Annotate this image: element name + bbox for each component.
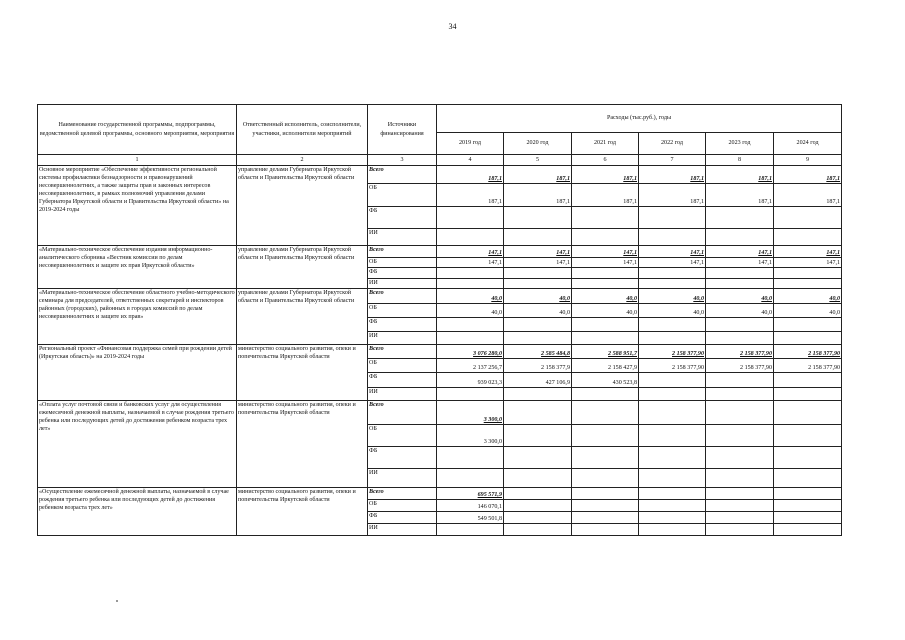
funding-source-label: ОБ: [368, 500, 437, 512]
expense-value: 187,1: [706, 166, 774, 184]
expense-value: [572, 388, 639, 401]
header-year: 2019 год: [437, 133, 504, 155]
funding-source-label: ФБ: [368, 268, 437, 279]
expense-value: [437, 318, 504, 332]
expense-value: 695 571,9: [437, 488, 504, 500]
expense-value: 2 585 484,8: [504, 345, 572, 359]
table-row: [38, 246, 842, 258]
expense-value: 40,0: [774, 289, 842, 304]
funding-source-label: ОБ: [368, 304, 437, 318]
column-number: 1: [38, 155, 237, 166]
expense-value: [774, 425, 842, 447]
expense-value: [504, 469, 572, 488]
expense-value: [639, 447, 706, 469]
executor-name: управление делами Губернатора Иркутской области и Правительства Иркутской области: [237, 246, 368, 289]
header-year: 2022 год: [639, 133, 706, 155]
expense-value: 2 158 377,90: [706, 345, 774, 359]
expense-value: 40,0: [639, 304, 706, 318]
expense-value: 3 076 280,0: [437, 345, 504, 359]
expense-value: 187,1: [706, 184, 774, 207]
expense-value: [774, 279, 842, 289]
column-number: 6: [572, 155, 639, 166]
expense-value: [706, 388, 774, 401]
expense-value: [706, 268, 774, 279]
expense-value: 2 158 377,90: [706, 359, 774, 373]
expense-value: [437, 524, 504, 536]
header-funding-source: Источники финансирования: [368, 105, 437, 155]
expense-value: 40,0: [706, 304, 774, 318]
funding-source-label: Всего: [368, 289, 437, 304]
funding-source-label: Всего: [368, 345, 437, 359]
expense-value: [639, 332, 706, 345]
expense-value: 187,1: [774, 184, 842, 207]
funding-source-label: ОБ: [368, 425, 437, 447]
expense-value: [504, 268, 572, 279]
expense-value: [639, 425, 706, 447]
expense-value: [437, 279, 504, 289]
expense-value: 40,0: [572, 289, 639, 304]
expense-value: [572, 500, 639, 512]
header-expenses: Расходы (тыс.руб.), годы: [437, 105, 842, 133]
expense-value: [504, 500, 572, 512]
expense-value: [706, 488, 774, 500]
funding-source-label: ИИ: [368, 279, 437, 289]
expense-value: 147,1: [639, 258, 706, 268]
expense-value: 147,1: [437, 246, 504, 258]
expense-value: [639, 207, 706, 229]
expense-value: 187,1: [437, 184, 504, 207]
expense-value: [437, 332, 504, 345]
expense-value: [572, 524, 639, 536]
funding-source-label: ИИ: [368, 229, 437, 246]
funding-source-label: Всего: [368, 401, 437, 425]
expense-value: [706, 332, 774, 345]
column-number: 5: [504, 155, 572, 166]
expense-value: [774, 373, 842, 388]
expense-value: [774, 268, 842, 279]
expense-value: [706, 207, 774, 229]
expense-value: 40,0: [504, 289, 572, 304]
expense-value: [706, 500, 774, 512]
expense-value: [504, 388, 572, 401]
expense-value: [437, 447, 504, 469]
expense-value: 3 300,0: [437, 425, 504, 447]
expense-value: [504, 332, 572, 345]
expense-value: [706, 469, 774, 488]
expense-value: 2 588 951,7: [572, 345, 639, 359]
funding-source-label: ИИ: [368, 388, 437, 401]
expense-value: 147,1: [774, 258, 842, 268]
expense-value: [437, 268, 504, 279]
expense-value: [572, 229, 639, 246]
funding-source-label: ИИ: [368, 332, 437, 345]
expense-value: [504, 447, 572, 469]
expense-value: [572, 318, 639, 332]
page-number: 34: [448, 22, 457, 31]
expense-value: 2 158 377,90: [639, 345, 706, 359]
expense-value: [504, 229, 572, 246]
expense-value: [706, 425, 774, 447]
expense-value: [437, 207, 504, 229]
header-year: 2024 год: [774, 133, 842, 155]
expense-value: 147,1: [706, 246, 774, 258]
expense-value: [706, 279, 774, 289]
expense-value: [572, 268, 639, 279]
expense-value: 40,0: [437, 304, 504, 318]
expense-value: [572, 401, 639, 425]
executor-name: управление делами Губернатора Иркутской области и Правительства Иркутской области: [237, 166, 368, 246]
activity-name: «Материально-техническое обеспечение издания информационно-аналитического сборника «Вестник комиссии по делам несовершеннолетних и защите их прав Иркутской области»: [38, 246, 237, 289]
expense-value: 147,1: [572, 258, 639, 268]
expense-value: [639, 388, 706, 401]
column-number: 4: [437, 155, 504, 166]
expense-value: [706, 401, 774, 425]
expense-value: 187,1: [639, 184, 706, 207]
expense-value: [639, 318, 706, 332]
header-year: 2020 год: [504, 133, 572, 155]
expense-value: [639, 524, 706, 536]
expense-value: 187,1: [504, 166, 572, 184]
funding-source-label: ОБ: [368, 359, 437, 373]
expense-value: 147,1: [639, 246, 706, 258]
expense-value: 40,0: [774, 304, 842, 318]
column-number: 3: [368, 155, 437, 166]
expense-value: 187,1: [504, 184, 572, 207]
executor-name: министерство социального развития, опеки и попечительства Иркутской области: [237, 345, 368, 401]
expense-value: 2 137 256,7: [437, 359, 504, 373]
expense-value: [774, 401, 842, 425]
activity-name: «Оплата услуг почтовой связи и банковских услуг для осуществления ежемесячной денежной выплаты, назначаемой в случае рождения третьего ребенка или последующих детей до достижения ребенком возраста трех лет»: [38, 401, 237, 488]
expense-value: 430 523,8: [572, 373, 639, 388]
expense-value: [639, 401, 706, 425]
expense-value: [706, 512, 774, 524]
funding-source-label: ИИ: [368, 469, 437, 488]
funding-source-label: ФБ: [368, 512, 437, 524]
expense-value: [774, 500, 842, 512]
expense-value: 187,1: [639, 166, 706, 184]
expense-value: [706, 447, 774, 469]
expense-value: 2 158 377,90: [774, 345, 842, 359]
expense-value: 40,0: [706, 289, 774, 304]
expense-value: [774, 332, 842, 345]
table-body: [38, 166, 842, 536]
scan-speck: [116, 600, 118, 602]
expense-value: [572, 469, 639, 488]
expense-value: 2 158 377,90: [774, 359, 842, 373]
executor-name: управление делами Губернатора Иркутской области и Правительства Иркутской области: [237, 289, 368, 345]
funding-source-label: ОБ: [368, 258, 437, 268]
expense-value: [639, 469, 706, 488]
funding-source-label: ОБ: [368, 184, 437, 207]
expense-value: [774, 469, 842, 488]
expense-value: 146 070,1: [437, 500, 504, 512]
expense-value: [774, 207, 842, 229]
expense-value: [504, 488, 572, 500]
header-year: 2023 год: [706, 133, 774, 155]
expense-value: [504, 318, 572, 332]
expense-value: 40,0: [437, 289, 504, 304]
expense-value: [504, 425, 572, 447]
funding-source-label: ФБ: [368, 373, 437, 388]
column-number: 8: [706, 155, 774, 166]
expense-value: [572, 332, 639, 345]
expense-value: [504, 401, 572, 425]
expense-value: [774, 447, 842, 469]
expense-value: [774, 512, 842, 524]
expense-value: [572, 425, 639, 447]
expense-value: 147,1: [504, 246, 572, 258]
expense-value: [437, 469, 504, 488]
expense-value: [639, 279, 706, 289]
expense-value: 147,1: [504, 258, 572, 268]
expense-value: [437, 388, 504, 401]
funding-source-label: Всего: [368, 166, 437, 184]
expense-value: [774, 318, 842, 332]
column-number: 9: [774, 155, 842, 166]
expense-value: [774, 388, 842, 401]
table-row: [38, 289, 842, 304]
column-number: 2: [237, 155, 368, 166]
expense-value: [572, 279, 639, 289]
expense-value: [774, 488, 842, 500]
funding-source-label: ФБ: [368, 447, 437, 469]
expense-value: [504, 207, 572, 229]
expense-value: 2 158 377,90: [639, 359, 706, 373]
table-row: [38, 401, 842, 425]
expense-value: [639, 229, 706, 246]
expense-value: [437, 229, 504, 246]
expense-value: [706, 229, 774, 246]
expense-value: 187,1: [437, 166, 504, 184]
expense-value: [572, 512, 639, 524]
expense-value: 187,1: [572, 184, 639, 207]
expense-value: 147,1: [774, 246, 842, 258]
expense-value: [639, 500, 706, 512]
expense-value: [504, 512, 572, 524]
expense-value: [706, 524, 774, 536]
expense-value: [572, 447, 639, 469]
funding-source-label: Всего: [368, 246, 437, 258]
executor-name: министерство социального развития, опеки и попечительства Иркутской области: [237, 488, 368, 536]
funding-source-label: ИИ: [368, 524, 437, 536]
executor-name: министерство социального развития, опеки и попечительства Иркутской области: [237, 401, 368, 488]
expense-value: 3 300,0: [437, 401, 504, 425]
expense-value: [504, 279, 572, 289]
expense-value: 147,1: [437, 258, 504, 268]
expense-value: 147,1: [706, 258, 774, 268]
expense-value: 2 158 377,9: [504, 359, 572, 373]
activity-name: Региональный проект «Финансовая поддержка семей при рождении детей (Иркутская область)» на 2019-2024 годы: [38, 345, 237, 401]
header-year: 2021 год: [572, 133, 639, 155]
expense-value: [639, 488, 706, 500]
expense-value: 939 023,3: [437, 373, 504, 388]
expense-value: [639, 373, 706, 388]
expense-value: 40,0: [504, 304, 572, 318]
expense-value: 2 158 427,9: [572, 359, 639, 373]
expense-value: 427 106,9: [504, 373, 572, 388]
activity-name: «Осуществление ежемесячной денежной выплаты, назначаемой в случае рождения третьего ребенка или последующих детей до достижения ребенком возраста трех лет»: [38, 488, 237, 536]
header-executor: Ответственный исполнитель, соисполнители, участники, исполнители мероприятий: [237, 105, 368, 155]
expense-value: [504, 524, 572, 536]
activity-name: «Материально-техническое обеспечение областного учебно-методического семинара для председателей, ответственных секретарей и инспекторов районных (городских), районных в городах комиссий по делам несовершеннолетних и защите их прав»: [38, 289, 237, 345]
expense-value: [639, 512, 706, 524]
expense-value: [639, 268, 706, 279]
funding-source-label: ФБ: [368, 207, 437, 229]
expense-value: 147,1: [572, 246, 639, 258]
funding-source-label: Всего: [368, 488, 437, 500]
header-program-name: Наименование государственной программы, подпрограммы, ведомственной целевой программы, основного мероприятия, мероприятия: [38, 105, 237, 155]
expense-value: 187,1: [774, 166, 842, 184]
expense-value: 40,0: [572, 304, 639, 318]
column-number: 7: [639, 155, 706, 166]
expense-value: [706, 318, 774, 332]
expense-value: [572, 207, 639, 229]
expense-value: [706, 373, 774, 388]
expense-value: [774, 524, 842, 536]
expense-value: [572, 488, 639, 500]
activity-name: Основное мероприятие «Обеспечение эффективности региональной системы профилактики безнадзорности и правонарушений несовершеннолетних, а также защиты прав и законных интересов несовершеннолетних, в рамках полномочий управления делами Губернатора Иркутской области и Правительства Иркутской области» на 2019-2024 годы: [38, 166, 237, 246]
table-row: [38, 488, 842, 500]
expense-value: [774, 229, 842, 246]
expense-value: 187,1: [572, 166, 639, 184]
table-row: [38, 345, 842, 359]
funding-source-label: ФБ: [368, 318, 437, 332]
table-row: [38, 166, 842, 184]
expense-value: 549 501,8: [437, 512, 504, 524]
expenses-table: [37, 104, 842, 536]
expense-value: 40,0: [639, 289, 706, 304]
